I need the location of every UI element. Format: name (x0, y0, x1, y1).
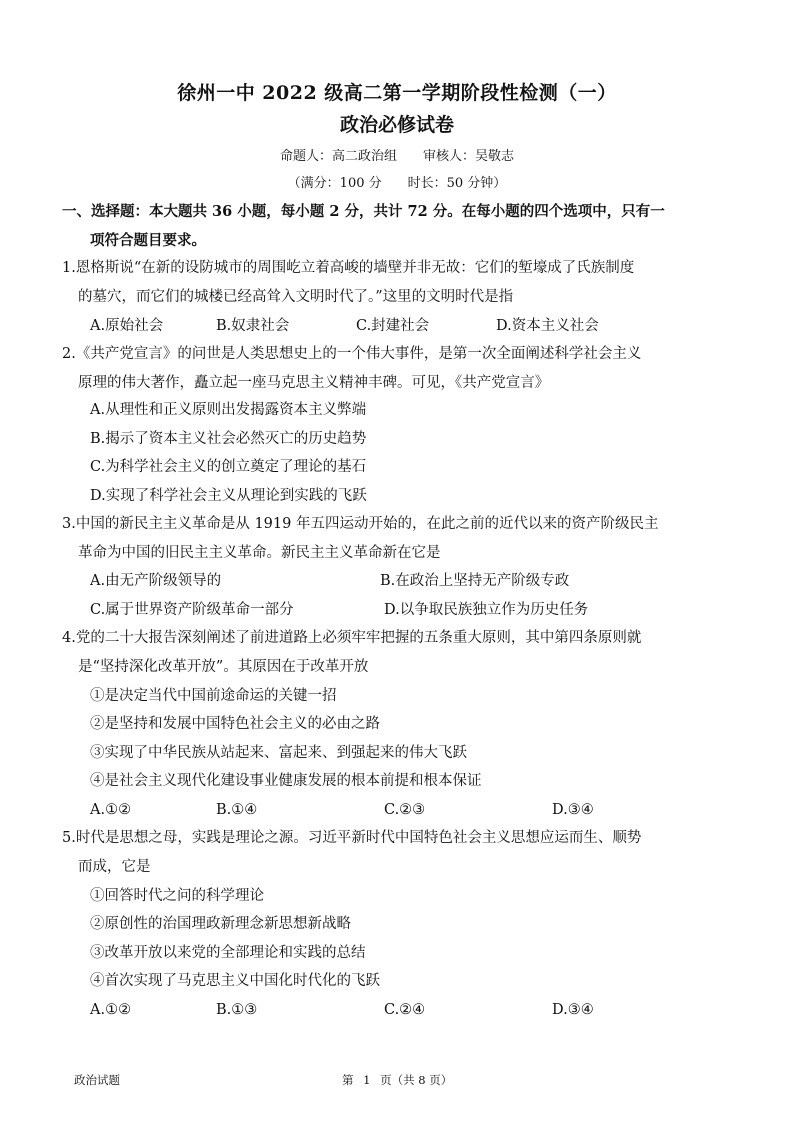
page-number (342, 1072, 458, 1088)
option-c: C.②④ (384, 1002, 426, 1018)
exam-subtitle: 政治必修试卷 (339, 114, 454, 136)
question-stem-line1: 3.中国的新民主主义革命是从 1919 年五四运动开始的，在此之前的近代以来的资产阶级民主 (62, 516, 659, 532)
question-stem-line2: 是“坚持深化改革开放”。其原因在于改革开放 (78, 659, 369, 675)
statement-1: ①回答时代之问的科学理论 (90, 888, 264, 904)
score-text: （满分：100 分 (287, 176, 382, 191)
page-number-value: 1 (363, 1073, 371, 1087)
statement-2: ②原创性的治国理政新理念新思想新战略 (90, 916, 351, 932)
statement-4: ④首次实现了马克思主义中国化时代化的飞跃 (90, 973, 380, 989)
page-suffix: 页（共 8 页） (380, 1073, 453, 1087)
option-d: D.以争取民族独立作为历史任务 (384, 602, 589, 618)
statement-1: ①是决定当代中国前途命运的关键一招 (90, 688, 337, 704)
option-c: C.②③ (384, 802, 426, 818)
option-d: D.实现了科学社会主义从理论到实践的飞跃 (90, 488, 367, 504)
question-stem-line1: 5.时代是思想之母，实践是理论之源。习近平新时代中国特色社会主义思想应运而生、顺势 (62, 830, 642, 846)
reviewer-text: 审核人：吴敬志 (423, 149, 515, 164)
exam-info (0, 172, 794, 191)
question-stem-line2: 而成，它是 (78, 859, 151, 875)
question-4 (62, 624, 742, 682)
option-a: A.从理性和正义原则出发揭露资本主义弊端 (90, 402, 367, 418)
question-stem-line2: 原理的伟大著作，矗立起一座马克思主义精神丰碑。可见，《共产党宣言》 (78, 375, 550, 391)
option-b: B.在政治上坚持无产阶级专政 (380, 573, 570, 589)
question-stem-line2: 革命为中国的旧民主主义革命。新民主主义革命新在它是 (78, 545, 441, 561)
author-text: 命题人：高二政治组 (279, 149, 397, 164)
page-prefix: 第 (342, 1073, 354, 1087)
section-heading-line2: 项符合题目要求。 (90, 232, 206, 249)
option-d: D.③④ (552, 1002, 594, 1018)
exam-title: 徐州一中 2022 级高二第一学期阶段性检测（一） (177, 82, 617, 104)
question-stem-line1: 2.《共产党宣言》的问世是人类思想史上的一个伟大事件，是第一次全面阐述科学社会主义 (62, 346, 642, 362)
option-d: D.③④ (552, 802, 594, 818)
question-3 (62, 510, 742, 568)
option-c: C.封建社会 (356, 318, 430, 334)
question-stem-line1: 1.恩格斯说“在新的设防城市的周围屹立着高峻的墙壁并非无故：它们的堑壕成了氏族制度 (62, 260, 635, 276)
statement-4: ④是社会主义现代化建设事业健康发展的根本前提和根本保证 (90, 773, 482, 789)
option-b: B.①④ (216, 802, 258, 818)
option-c: C.为科学社会主义的创立奠定了理论的基石 (90, 459, 367, 475)
option-a: A.原始社会 (90, 318, 164, 334)
option-a: A.①② (90, 802, 132, 818)
question-stem-line2: 的墓穴，而它们的城楼已经高耸入文明时代了。”这里的文明时代是指 (78, 289, 514, 305)
section-heading (62, 197, 742, 255)
option-b: B.奴隶社会 (216, 318, 290, 334)
option-b: B.揭示了资本主义社会必然灭亡的历史趋势 (90, 431, 367, 447)
footer-subject: 政治试题 (74, 1073, 120, 1087)
option-d: D.资本主义社会 (496, 318, 599, 334)
question-1 (62, 254, 742, 312)
exam-authors (0, 145, 794, 164)
option-a: A.①② (90, 1002, 132, 1018)
question-5 (62, 824, 742, 882)
section-heading-line1: 一、选择题：本大题共 36 小题，每小题 2 分，共计 72 分。在每小题的四个选项中，只有一 (62, 203, 665, 220)
option-c: C.属于世界资产阶级革命一部分 (90, 602, 294, 618)
question-stem-line1: 4.党的二十大报告深刻阐述了前进道路上必须牢牢把握的五条重大原则，其中第四条原则就 (62, 630, 642, 646)
option-a: A.由无产阶级领导的 (90, 573, 222, 589)
option-b: B.①③ (216, 1002, 258, 1018)
statement-3: ③实现了中华民族从站起来、富起来、到强起来的伟大飞跃 (90, 745, 467, 761)
statement-2: ②是坚持和发展中国特色社会主义的必由之路 (90, 716, 380, 732)
statement-3: ③改革开放以来党的全部理论和实践的总结 (90, 945, 366, 961)
duration-text: 时长：50 分钟） (407, 176, 507, 191)
question-2 (62, 340, 742, 398)
